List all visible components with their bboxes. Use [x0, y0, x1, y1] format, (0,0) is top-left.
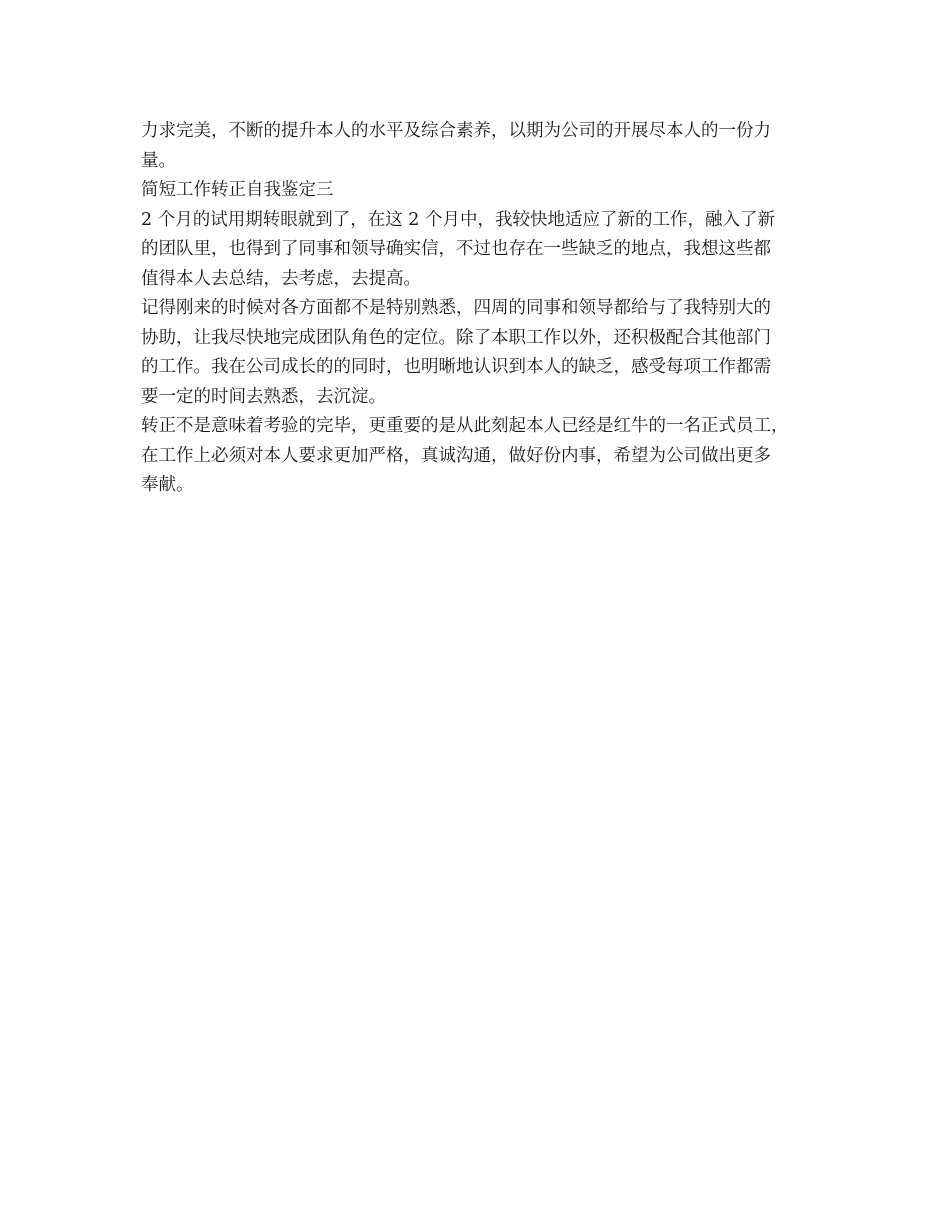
- section-heading: 简短工作转正自我鉴定三: [141, 180, 334, 200]
- paragraph-line: 量。: [141, 150, 176, 171]
- paragraph-line: 力求完美，不断的提升本人的水平及综合素养，以期为公司的开展尽本人的一份力: [141, 121, 771, 141]
- document-body: [141, 117, 831, 501]
- paragraph-line: 的工作。我在公司成长的的同时，也明晰地认识到本人的缺乏，感受每项工作都需: [141, 357, 771, 377]
- paragraph-line: 在工作上必须对本人要求更加严格，真诚沟通，做好份内事，希望为公司做出更多: [141, 445, 771, 466]
- paragraph-line: 值得本人去总结，去考虑，去提高。: [141, 268, 421, 289]
- paragraph-line: 奉献。: [141, 475, 194, 495]
- paragraph-line: 要一定的时间去熟悉，去沉淀。: [141, 386, 386, 407]
- paragraph-line: 记得刚来的时候对各方面都不是特别熟悉，四周的同事和领导都给与了我特别大的: [141, 298, 771, 318]
- paragraph-line: 2 个月的试用期转眼就到了，在这 2 个月中，我较快地适应了新的工作，融入了新: [141, 209, 775, 230]
- paragraph-line: 的团队里，也得到了同事和领导确实信，不过也存在一些缺乏的地点，我想这些都: [141, 239, 771, 259]
- paragraph-line: 协助，让我尽快地完成团队角色的定位。除了本职工作以外，还积极配合其他部门: [141, 327, 771, 348]
- paragraph-line: 转正不是意味着考验的完毕，更重要的是从此刻起本人已经是红牛的一名正式员工，: [141, 416, 789, 436]
